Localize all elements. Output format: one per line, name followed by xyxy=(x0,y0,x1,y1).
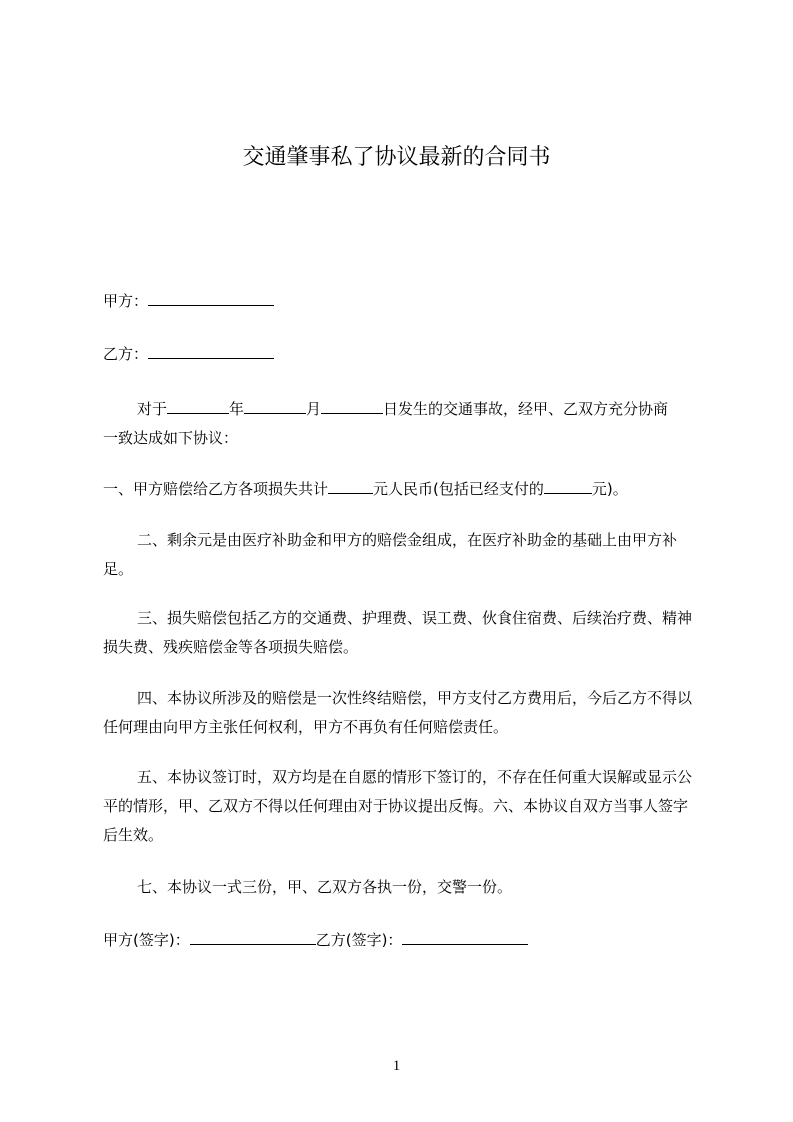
signature-line xyxy=(103,930,528,950)
intro-day-blank[interactable] xyxy=(321,399,383,414)
clause-1-amount-blank[interactable] xyxy=(328,479,373,494)
intro-rest-line1: 日发生的交通事故，经甲、乙双方充分协商 xyxy=(383,400,669,418)
clause-2: 二、剩余元是由医疗补助金和甲方的赔偿金组成，在医疗补助金的基础上由甲方补足。 xyxy=(103,531,678,578)
party-a-line xyxy=(103,291,274,311)
party-a-label: 甲方： xyxy=(103,292,149,310)
intro-paragraph xyxy=(103,395,701,453)
intro-year-label: 年 xyxy=(229,400,245,418)
clause-4: 四、本协议所涉及的赔偿是一次性终结赔偿，甲方支付乙方费用后，今后乙方不得以任何理由向甲方主张任何权利，甲方不再负有任何赔偿责任。 xyxy=(103,689,693,736)
party-a-blank[interactable] xyxy=(148,291,274,306)
intro-year-blank[interactable] xyxy=(167,399,229,414)
clause-1-paid-blank[interactable] xyxy=(544,479,592,494)
clause-5: 五、本协议签订时，双方均是在自愿的情形下签订的，不存在任何重大误解或显示公平的情形，甲、乙双方不得以任何理由对于协议提出反悔。六、本协议自双方当事人签字后生效。 xyxy=(103,768,693,844)
clause-1-text-b: 元人民币(包括已经支付的 xyxy=(373,480,544,498)
party-b-blank[interactable] xyxy=(148,344,274,359)
signature-party-a-label: 甲方(签字)： xyxy=(103,931,190,949)
intro-line2: 一致达成如下协议： xyxy=(103,429,239,447)
signature-party-a-blank[interactable] xyxy=(190,930,316,945)
page-number: 1 xyxy=(392,1058,401,1074)
intro-month-blank[interactable] xyxy=(244,399,306,414)
intro-prefix: 对于 xyxy=(137,400,168,418)
clause-1 xyxy=(103,479,628,499)
party-b-line xyxy=(103,344,274,364)
intro-month-label: 月 xyxy=(306,400,322,418)
clause-7: 七、本协议一式三份，甲、乙双方各执一份，交警一份。 xyxy=(137,878,513,896)
clause-1-text-c: 元)。 xyxy=(591,480,628,498)
clause-1-text-a: 一、甲方赔偿给乙方各项损失共计 xyxy=(103,480,329,498)
document-title: 交通肇事私了协议最新的合同书 xyxy=(242,145,551,170)
party-b-label: 乙方： xyxy=(103,345,149,363)
clause-3: 三、损失赔偿包括乙方的交通费、护理费、误工费、伙食住宿费、后续治疗费、精神损失费、残疾赔偿金等各项损失赔偿。 xyxy=(103,609,693,656)
signature-party-b-blank[interactable] xyxy=(402,930,528,945)
signature-party-b-label: 乙方(签字)： xyxy=(315,931,403,949)
